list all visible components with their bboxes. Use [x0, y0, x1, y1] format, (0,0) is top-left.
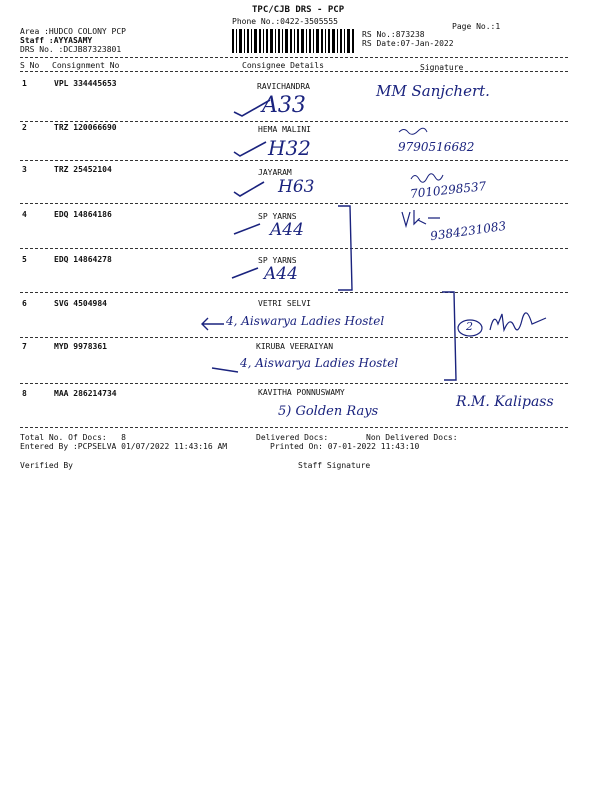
row-4-note: A44 — [270, 220, 304, 240]
barcode-image — [232, 29, 354, 53]
column-consignee: Consignee Details — [242, 61, 324, 70]
row-2-note: H32 — [268, 136, 311, 160]
row-3-sno: 3 — [22, 165, 27, 174]
printed-on: Printed On: 07-01-2022 11:43:10 — [270, 442, 420, 451]
header-divider-bottom — [20, 71, 568, 72]
bracket-mark-icon — [336, 204, 360, 292]
signature-scribble-icon — [398, 126, 428, 136]
row-6-sno: 6 — [22, 299, 27, 308]
row-2-signature: 9790516682 — [398, 140, 475, 154]
row-4-signature: 9384231083 — [429, 218, 507, 244]
row-divider — [20, 203, 568, 204]
row-1-consignment: VPL 334445653 — [54, 79, 117, 88]
row-divider — [20, 121, 568, 122]
area-label: Area :HUDCO COLONY PCP — [20, 27, 126, 36]
row-6-consignee: VETRI SELVI — [258, 299, 311, 308]
row-4-consignment: EDQ 14864186 — [54, 210, 112, 219]
row-5-sno: 5 — [22, 255, 27, 264]
row-7-note: 4, Aiswarya Ladies Hostel — [240, 356, 399, 370]
row-6-note: 4, Aiswarya Ladies Hostel — [226, 314, 385, 328]
rs-number: RS No.:873238 — [362, 30, 425, 39]
row-divider — [20, 383, 568, 384]
row-3-signature: 7010298537 — [409, 179, 487, 201]
table-divider-bottom — [20, 427, 568, 428]
phone-number: Phone No.:0422-3505555 — [232, 17, 338, 26]
row-8-sno: 8 — [22, 389, 27, 398]
row-4-consignee: SP YARNS — [258, 212, 297, 221]
row-divider — [20, 248, 568, 249]
row-1-note: A33 — [262, 93, 306, 118]
signature-scribble-icon — [410, 171, 444, 183]
row-1-sno: 1 — [22, 79, 27, 88]
total-docs: Total No. Of Docs: 8 — [20, 433, 126, 442]
delivered-docs: Delivered Docs: — [256, 433, 329, 442]
row-7-consignment: MYD 9978361 — [54, 342, 107, 351]
rs-date: RS Date:07-Jan-2022 — [362, 39, 454, 48]
row-3-consignment: TRZ 25452104 — [54, 165, 112, 174]
row-2-sno: 2 — [22, 123, 27, 132]
row-5-consignee: SP YARNS — [258, 256, 297, 265]
row-2-consignee: HEMA MALINI — [258, 125, 311, 134]
column-signature: Signature — [420, 63, 464, 72]
row-8-signature: R.M. Kalipass — [456, 394, 554, 410]
row-5-consignment: EDQ 14864278 — [54, 255, 112, 264]
row-5-note: A44 — [264, 264, 298, 284]
row-7-consignee: KIRUBA VEERAIYAN — [256, 342, 334, 351]
page-number: Page No.:1 — [452, 22, 501, 31]
signature-scribble-icon — [400, 208, 444, 230]
staff-signature-label: Staff Signature — [298, 461, 371, 470]
drs-number: DRS No. :DCJB87323801 — [20, 45, 122, 54]
row-6-signature: 2 — [466, 320, 473, 333]
row-8-consignee: KAVITHA PONNUSWAMY — [258, 388, 345, 397]
bracket-mark-icon — [440, 290, 464, 382]
row-7-sno: 7 — [22, 342, 27, 351]
entered-by: Entered By :PCPSELVA 01/07/2022 11:43:16 AM — [20, 442, 228, 451]
signature-scribble-icon — [488, 310, 550, 336]
row-1-signature: MM Sanjchert. — [376, 82, 490, 100]
row-divider — [20, 160, 568, 161]
verified-by: Verified By — [20, 461, 73, 470]
row-3-consignee: JAYARAM — [258, 168, 292, 177]
row-6-consignment: SVG 4504984 — [54, 299, 107, 308]
non-delivered-docs: Non Delivered Docs: — [366, 433, 458, 442]
row-2-consignment: TRZ 120066690 — [54, 123, 117, 132]
tick-mark-icon — [232, 140, 268, 158]
row-3-note: H63 — [278, 177, 315, 197]
row-8-consignment: MAA 286214734 — [54, 389, 117, 398]
arrow-left-icon — [200, 316, 226, 332]
row-1-consignee: RAVICHANDRA — [257, 82, 310, 91]
tick-mark-icon — [230, 266, 260, 280]
row-divider — [20, 337, 568, 338]
tick-mark-icon — [232, 180, 266, 198]
document-title: TPC/CJB DRS - PCP — [252, 5, 345, 15]
row-8-note: 5) Golden Rays — [278, 404, 379, 419]
row-4-sno: 4 — [22, 210, 27, 219]
arrow-left-icon — [210, 362, 240, 376]
tick-mark-icon — [232, 98, 272, 118]
tick-mark-icon — [232, 222, 262, 236]
column-sno: S No — [20, 61, 40, 70]
row-divider — [20, 292, 568, 293]
column-consignment: Consignment No — [52, 61, 120, 70]
staff-label: Staff :AYYASAMY — [20, 36, 93, 45]
header-divider-top — [20, 57, 568, 58]
